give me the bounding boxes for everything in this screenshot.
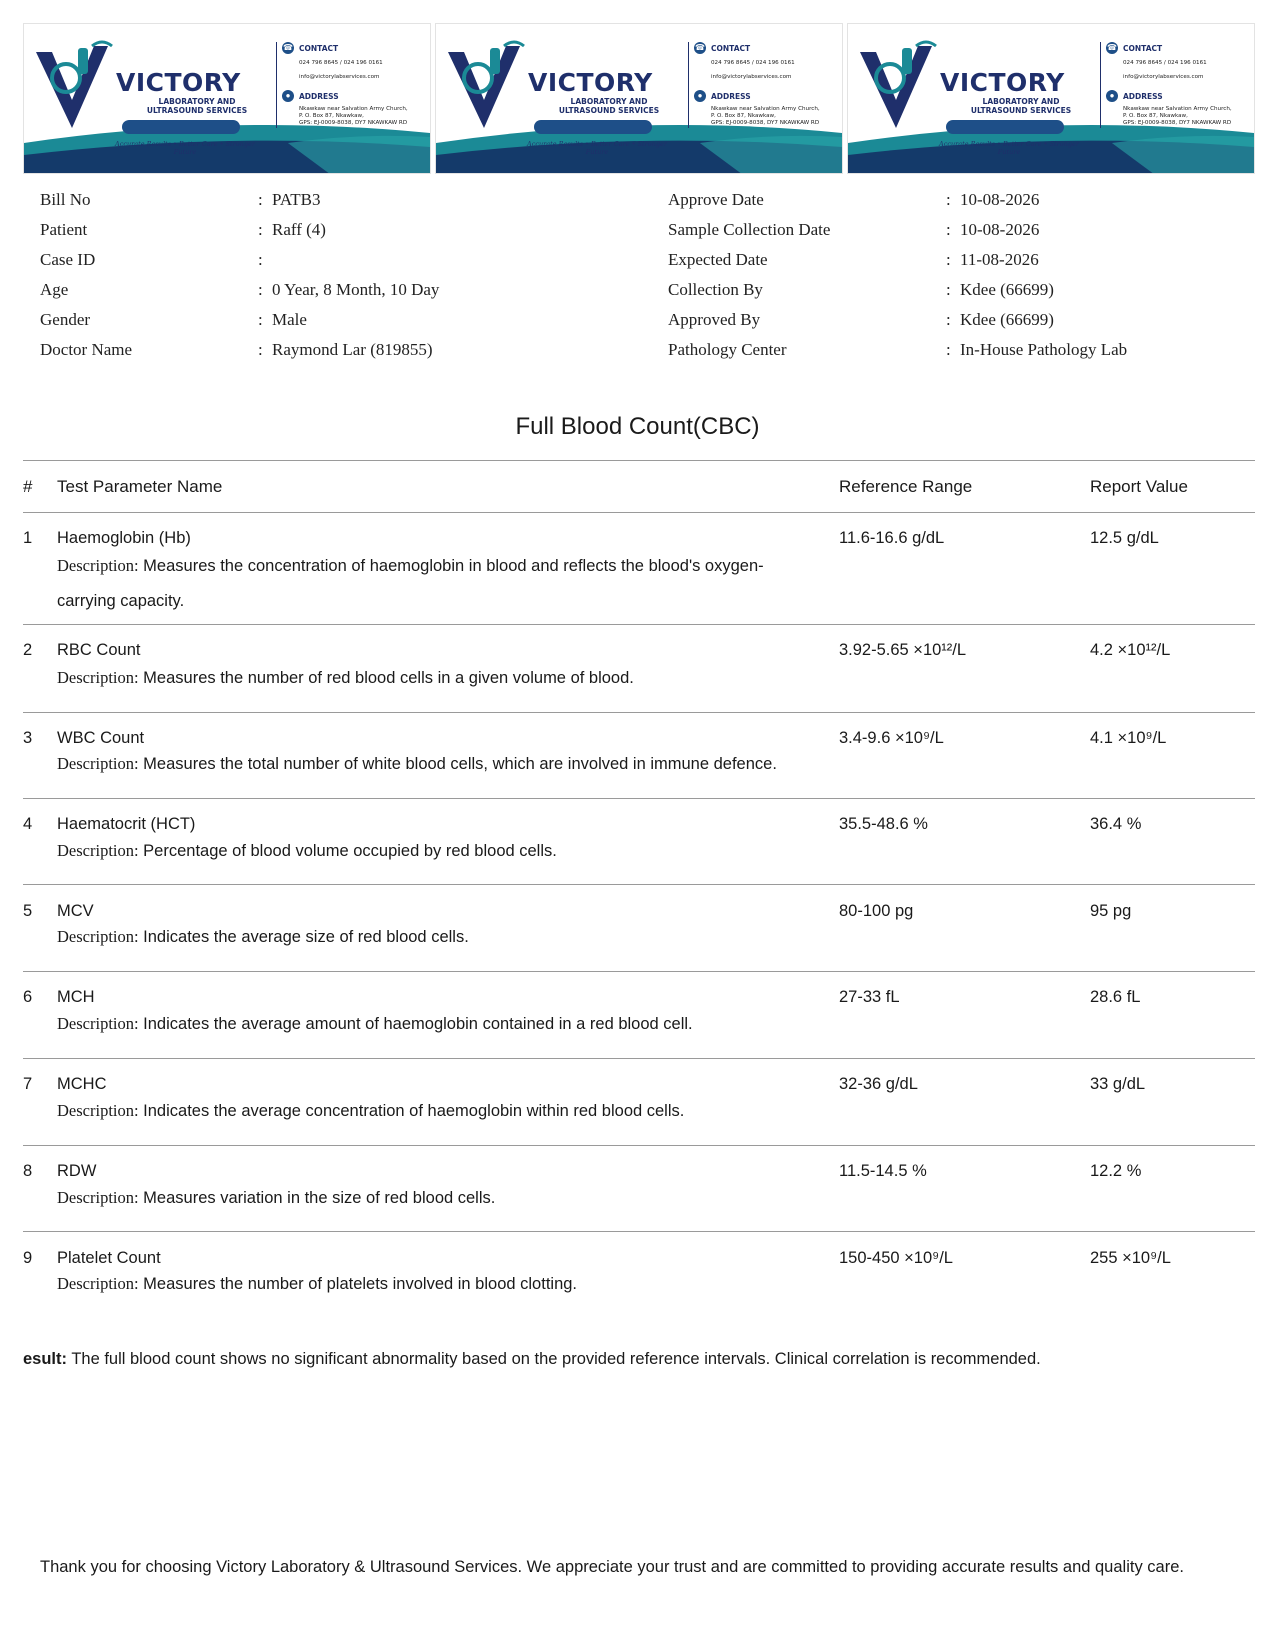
row-number: 5 [23, 902, 33, 920]
description-label: Description: [57, 754, 139, 773]
parameter-name: Platelet Count [57, 1249, 161, 1267]
phone-icon: ☎ [283, 43, 293, 52]
info-label: Gender [40, 310, 91, 329]
brand-subtitle [534, 97, 684, 115]
row-divider [23, 1231, 1255, 1232]
parameter-description [57, 1180, 817, 1216]
banner-divider [1100, 42, 1101, 128]
report-value: 28.6 fL [1090, 988, 1141, 1006]
parameter-name: RDW [57, 1162, 97, 1180]
address-line1: Nkawkaw near Salvation Army Church, [1123, 106, 1232, 112]
brand-slogan: Accurate Results • Better Care • Stronger Future [939, 140, 1079, 156]
brand-slogan: Accurate Results • Better Care • Stronger Future [527, 140, 667, 156]
report-title: Full Blood Count(CBC) [515, 413, 760, 440]
address-line1: Nkawkaw near Salvation Army Church, [711, 106, 820, 112]
address-label: ADDRESS [1123, 92, 1163, 101]
reference-range: 35.5-48.6 % [839, 815, 928, 833]
description-label: Description: [57, 1101, 139, 1120]
column-header-number: # [23, 477, 33, 496]
contact-phones: 024 796 8645 / 024 196 0161 [1123, 60, 1207, 66]
row-divider [23, 712, 1255, 713]
row-number: 2 [23, 641, 33, 659]
column-header-parameter: Test Parameter Name [57, 477, 223, 496]
location-pin-icon: ● [694, 90, 706, 102]
location-pin-icon: ● [282, 90, 294, 102]
parameter-name: WBC Count [57, 729, 145, 747]
reference-range: 11.5-14.5 % [839, 1162, 927, 1180]
brand-subtitle-line1: LABORATORY AND [570, 97, 648, 106]
description-text: Percentage of blood volume occupied by red blood cells. [143, 842, 557, 860]
report-value: 4.2 ×10¹²/L [1090, 641, 1171, 659]
info-label: Pathology Center [668, 340, 787, 359]
info-colon: : [258, 310, 263, 329]
report-value: 12.5 g/dL [1090, 529, 1159, 547]
parameter-description [57, 1093, 817, 1129]
reference-range: 11.6-16.6 g/dL [839, 529, 945, 547]
info-value: Raymond Lar (819855) [272, 340, 433, 359]
brand-slogan: Accurate Results • Better Care • Stronger Future [115, 140, 255, 156]
info-value: In-House Pathology Lab [960, 340, 1128, 359]
info-label: Expected Date [668, 250, 768, 269]
info-colon: : [946, 190, 951, 209]
description-label: Description: [57, 668, 139, 687]
result-text: The full blood count shows no significant abnormality based on the provided reference intervals. Clinical correlation is recommended. [71, 1350, 1041, 1368]
phone-icon: ☎ [695, 43, 705, 52]
description-label: Description: [57, 1274, 139, 1293]
parameter-description [57, 548, 817, 619]
parameter-description [57, 1006, 817, 1042]
info-colon: : [258, 280, 263, 299]
parameter-description [57, 919, 817, 955]
row-divider [23, 1058, 1255, 1059]
description-text: Measures the number of red blood cells in a given volume of blood. [143, 669, 634, 687]
info-value: Raff (4) [272, 220, 326, 239]
services-pill [534, 120, 652, 134]
table-top-rule [23, 460, 1255, 461]
address-label: ADDRESS [711, 92, 751, 101]
row-divider [23, 884, 1255, 885]
report-value: 255 ×10⁹/L [1090, 1249, 1171, 1267]
description-text: Indicates the average amount of haemoglobin contained in a red blood cell. [143, 1015, 693, 1033]
row-divider [23, 1145, 1255, 1146]
services-pill [122, 120, 240, 134]
contact-phones: 024 796 8645 / 024 196 0161 [299, 60, 383, 66]
info-colon: : [258, 220, 263, 239]
row-number: 4 [23, 815, 33, 833]
reference-range: 27-33 fL [839, 988, 900, 1006]
row-number: 6 [23, 988, 33, 1006]
victory-logo-icon [444, 38, 532, 134]
report-value: 95 pg [1090, 902, 1132, 920]
footer-thank-you: Thank you for choosing Victory Laboratory & Ultrasound Services. We appreciate your trust and are committed to providing accurate results and quality care. [40, 1558, 1184, 1576]
info-colon: : [946, 280, 951, 299]
victory-logo-icon [856, 38, 944, 134]
column-header-reference-range: Reference Range [839, 477, 973, 496]
info-colon: : [258, 340, 263, 359]
report-value: 36.4 % [1090, 815, 1142, 833]
row-number: 8 [23, 1162, 33, 1180]
description-text: Measures the total number of white blood cells, which are involved in immune defence. [143, 755, 777, 773]
info-value: Male [272, 310, 307, 329]
row-divider [23, 971, 1255, 972]
result-summary [23, 1350, 1041, 1369]
info-label: Approved By [668, 310, 761, 329]
info-colon: : [946, 310, 951, 329]
parameter-name: MCH [57, 988, 95, 1006]
contact-email: info@victorylabservices.com [1123, 74, 1204, 80]
info-value: Kdee (66699) [960, 310, 1054, 329]
row-divider [23, 798, 1255, 799]
description-text: Measures the number of platelets involved in blood clotting. [143, 1275, 578, 1293]
parameter-name: Haematocrit (HCT) [57, 815, 196, 833]
address-line1: Nkawkaw near Salvation Army Church, [299, 106, 408, 112]
contact-phones: 024 796 8645 / 024 196 0161 [711, 60, 795, 66]
brand-subtitle-line2: ULTRASOUND SERVICES [558, 106, 660, 115]
brand-name: VICTORY [940, 68, 1065, 97]
description-text-continued: carrying capacity. [57, 592, 185, 610]
description-text: Measures variation in the size of red blood cells. [143, 1189, 496, 1207]
parameter-description [57, 833, 817, 869]
result-label: esult: [23, 1350, 68, 1368]
info-value: 10-08-2026 [960, 220, 1040, 239]
report-value: 4.1 ×10⁹/L [1090, 729, 1167, 747]
row-number: 9 [23, 1249, 33, 1267]
parameter-name: MCHC [57, 1075, 107, 1093]
description-label: Description: [57, 841, 139, 860]
row-divider [23, 624, 1255, 625]
info-label: Age [40, 280, 69, 299]
brand-subtitle [122, 97, 272, 115]
description-text: Indicates the average size of red blood cells. [143, 928, 469, 946]
reference-range: 3.4-9.6 ×10⁹/L [839, 729, 944, 747]
info-label: Collection By [668, 280, 763, 299]
info-label: Bill No [40, 190, 91, 209]
address-line3: GPS: EJ-0009-8038, DY7 NKAWKAW RD [711, 120, 820, 126]
reference-range: 32-36 g/dL [839, 1075, 918, 1093]
brand-subtitle-line2: ULTRASOUND SERVICES [970, 106, 1072, 115]
parameter-description [57, 660, 817, 696]
info-colon: : [946, 250, 951, 269]
location-pin-icon: ● [1106, 90, 1118, 102]
info-colon: : [258, 190, 263, 209]
header-banner [847, 23, 1255, 174]
column-header-report-value: Report Value [1090, 477, 1188, 496]
address-line2: P. O. Box 87, Nkawkaw, [299, 113, 364, 119]
header-banners [23, 23, 1255, 174]
address-line2: P. O. Box 87, Nkawkaw, [711, 113, 776, 119]
table-header-rule [23, 512, 1255, 513]
reference-range: 3.92-5.65 ×10¹²/L [839, 641, 967, 659]
address-line3: GPS: EJ-0009-8038, DY7 NKAWKAW RD [1123, 120, 1232, 126]
victory-logo-icon [32, 38, 120, 134]
info-value: Kdee (66699) [960, 280, 1054, 299]
address-line2: P. O. Box 87, Nkawkaw, [1123, 113, 1188, 119]
parameter-name: RBC Count [57, 641, 141, 659]
info-colon: : [946, 220, 951, 239]
contact-label: CONTACT [1123, 44, 1163, 53]
info-colon: : [946, 340, 951, 359]
info-label: Sample Collection Date [668, 220, 831, 239]
phone-icon: ☎ [1107, 43, 1117, 52]
address-line3: GPS: EJ-0009-8038, DY7 NKAWKAW RD [299, 120, 408, 126]
header-banner [435, 23, 843, 174]
info-label: Doctor Name [40, 340, 133, 359]
report-value: 12.2 % [1090, 1162, 1142, 1180]
parameter-description [57, 746, 817, 782]
info-value: 0 Year, 8 Month, 10 Day [272, 280, 440, 299]
description-label: Description: [57, 1014, 139, 1033]
row-number: 3 [23, 729, 33, 747]
description-text: Measures the concentration of haemoglobin in blood and reflects the blood's oxygen- [143, 557, 764, 575]
brand-subtitle-line1: LABORATORY AND [158, 97, 236, 106]
description-label: Description: [57, 1188, 139, 1207]
brand-subtitle [946, 97, 1096, 115]
contact-email: info@victorylabservices.com [299, 74, 380, 80]
info-label: Patient [40, 220, 88, 239]
contact-label: CONTACT [299, 44, 339, 53]
info-value: 10-08-2026 [960, 190, 1040, 209]
banner-divider [276, 42, 277, 128]
brand-name: VICTORY [528, 68, 653, 97]
parameter-name: MCV [57, 902, 94, 920]
reference-range: 80-100 pg [839, 902, 914, 920]
header-banner [23, 23, 431, 174]
brand-subtitle-line2: ULTRASOUND SERVICES [146, 106, 248, 115]
contact-label: CONTACT [711, 44, 751, 53]
contact-email: info@victorylabservices.com [711, 74, 792, 80]
description-label: Description: [57, 927, 139, 946]
brand-name: VICTORY [116, 68, 241, 97]
info-value: 11-08-2026 [960, 250, 1039, 269]
info-value: PATB3 [272, 190, 321, 209]
brand-subtitle-line1: LABORATORY AND [982, 97, 1060, 106]
parameter-name: Haemoglobin (Hb) [57, 529, 191, 547]
banner-divider [688, 42, 689, 128]
info-label: Approve Date [668, 190, 764, 209]
reference-range: 150-450 ×10⁹/L [839, 1249, 953, 1267]
row-number: 7 [23, 1075, 33, 1093]
parameter-description [57, 1266, 817, 1302]
description-text: Indicates the average concentration of haemoglobin within red blood cells. [143, 1102, 685, 1120]
info-colon: : [258, 250, 263, 269]
row-number: 1 [23, 529, 33, 547]
info-label: Case ID [40, 250, 96, 269]
report-value: 33 g/dL [1090, 1075, 1146, 1093]
services-pill [946, 120, 1064, 134]
description-label: Description: [57, 556, 139, 575]
address-label: ADDRESS [299, 92, 339, 101]
